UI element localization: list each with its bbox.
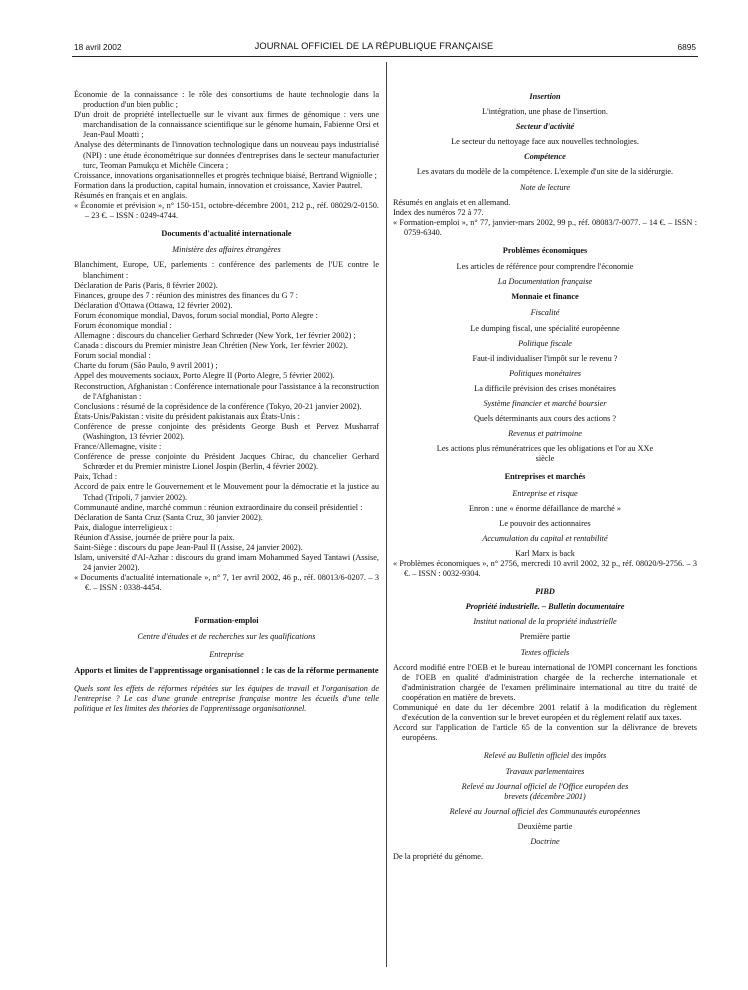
left-column <box>74 90 379 714</box>
article-title: Les avatars du modèle de la compétence. L'exemple d'un site de la sidérurgie. <box>416 167 674 177</box>
list-item: Déclaration de Santa Cruz (Santa Cruz, 30 janvier 2002). <box>74 512 263 522</box>
subsection-heading: Revenus et patrimoine <box>508 429 582 439</box>
list-item: Finances, groupe des 7 : réunion des ministres des finances du G 7 : <box>74 290 299 300</box>
list-item: Accord modifié entre l'OEB et le bureau international de l'OMPI concernant les fonctions de l'OEB en qualité d'administration chargée de la recherche internationale et d'administration chargée de l'examen préliminaire international au titre du traité de coopération en matière de brevets. <box>393 662 697 702</box>
article-title: Le dumping fiscal, une spécialité européenne <box>470 323 620 333</box>
list-item: Paix, Tchad : <box>74 472 118 482</box>
list-item: Déclaration d'Ottawa (Ottawa, 12 février 2002). <box>74 300 233 310</box>
subsection-heading: Entreprise <box>209 649 244 659</box>
list-item: Paix, dialogue interreligieux : <box>74 522 173 532</box>
list-item: Canada : discours du Premier ministre Jean Chrétien (New York, 1er février 2002). <box>74 341 348 351</box>
header-rule <box>72 56 698 57</box>
list-item: Reconstruction, Afghanistan : Conférence internationale pour l'assistance à la reconstruction de l'Afghanistan : <box>74 381 379 401</box>
list-item: Résumés en anglais et en allemand. <box>393 197 511 207</box>
subsection-heading: Doctrine <box>530 836 560 846</box>
list-item: Accord sur l'application de l'article 65 de la convention sur la délivrance de brevets européens. <box>393 723 697 743</box>
subsection-heading: Entreprise et risque <box>512 488 578 498</box>
right-column <box>393 92 697 862</box>
list-item: Analyse des déterminants de l'innovation technologique dans un nouveau pays industrialisé (NPI) : une étude économétrique sur données d'entreprises dans le secteur manufacturier turc, Teoman Pamukçu et Michèle Cincera ; <box>74 140 379 170</box>
page-number: 6895 <box>677 42 696 52</box>
subsection-heading: Note de lecture <box>519 182 571 192</box>
section-heading: Entreprises et marchés <box>504 472 586 482</box>
section-heading: Problèmes économiques <box>502 246 588 256</box>
section-heading: Documents d'actualité internationale <box>161 229 292 239</box>
subsection-heading: Centre d'études et de recherches sur les qualifications <box>137 631 316 641</box>
article-title: La difficile prévision des crises monétaires <box>474 383 616 393</box>
subsection-heading: Fiscalité <box>530 308 560 318</box>
list-item: France/Allemagne, visite : <box>74 442 162 452</box>
list-item: Index des numéros 72 à 77. <box>393 207 484 217</box>
list-item: Communauté andine, marché commun : réunion extraordinaire du conseil présidentiel : <box>74 502 363 512</box>
publication-reference: « Formation-emploi », n° 77, janvier-mars 2002, 99 p., réf. 08083/7-0077. – 14 €. – ISSN : 0759-6340. <box>393 217 697 237</box>
subsection-heading: Compétence <box>524 152 566 162</box>
list-item: Saint-Siège : discours du pape Jean-Paul II (Assise, 24 janvier 2002). <box>74 543 303 553</box>
subsection-heading: La Documentation française <box>497 277 593 287</box>
list-item: Conclusions : résumé de la coprésidence de la conférence (Tokyo, 20-21 janvier 2002). <box>74 401 362 411</box>
subsection-heading: Secteur d'activité <box>515 122 575 132</box>
article-title: Le secteur du nettoyage face aux nouvelles technologies. <box>451 137 639 147</box>
list-item: Accord de paix entre le Gouvernement et le Mouvement pour la démocratie et la justice au Tchad (Tripoli, 7 janvier 2002). <box>74 482 379 502</box>
journal-title: JOURNAL OFFICIEL DE LA RÉPUBLIQUE FRANÇAISE <box>254 41 494 51</box>
column-divider <box>386 62 387 967</box>
subsection-heading: Travaux parlementaires <box>505 766 585 776</box>
subsection-heading: Institut national de la propriété industrielle <box>473 617 617 627</box>
subsection-heading: Ministère des affaires étrangères <box>172 245 281 255</box>
article-abstract: Quels sont les effets de réformes répétées sur les équipes de travail et l'organisation de l'entreprise ? Le cas d'une grande entreprise française montre les écueils d'une telle politique et les limites des théories de l'apprentissage organisationnel. <box>74 683 379 714</box>
list-item: Croissance, innovations organisationnelles et progrès technique biaisé, Bertrand Wigniolle ; <box>74 170 377 180</box>
list-item: Blanchiment, Europe, UE, parlements : conférence des parlements de l'UE contre le blanchiment : <box>74 260 379 280</box>
list-item: Forum économique mondial, Davos, forum social mondial, Porto Alegre : <box>74 310 318 320</box>
section-heading: Formation-emploi <box>194 615 259 625</box>
subsection-heading: Politiques monétaires <box>509 368 581 378</box>
article-title: L'intégration, une phase de l'insertion. <box>482 107 608 117</box>
article-title: Faut-il individualiser l'impôt sur le revenu ? <box>472 353 618 363</box>
list-item: États-Unis/Pakistan : visite du président pakistanais aux États-Unis : <box>74 411 300 421</box>
subsection-heading: PIBD <box>535 587 555 597</box>
list-item: Conférence de presse conjointe du Président Jacques Chirac, du chancelier Gerhard Schrœder et du Premier ministre Lionel Jospin (Berlin, 4 février 2002). <box>74 452 379 472</box>
article-title: Apports et limites de l'apprentissage organisationnel : le cas de la réforme permanente <box>74 665 379 675</box>
subsection-heading: Relevé au Bulletin officiel des impôts <box>483 751 607 761</box>
article-title: Les actions plus rémunératrices que les obligations et l'or au XXe siècle <box>436 444 654 464</box>
list-item: D'un droit de propriété intellectuelle sur le vivant aux firmes de génomique : vers une marchandisation de la connaissance scientifique sur le génome humain, Fabienne Orsi et Jean-Paul Moatti ; <box>74 110 379 140</box>
subsection-heading: Propriété industrielle. – Bulletin documentaire <box>465 602 625 612</box>
page-header <box>0 42 748 56</box>
list-item: Conférence de presse conjointe des présidents George Bush et Pervez Musharraf (Washington, 13 février 2002). <box>74 421 379 441</box>
section-heading: Monnaie et finance <box>511 292 579 302</box>
subsection-heading: Relevé au Journal officiel des Communautés européennes <box>449 806 641 816</box>
list-item: Communiqué en date du 1er décembre 2001 relatif à la modification du règlement d'exécution de la convention sur le brevet européen et du règlement relatif aux taxes. <box>393 703 697 723</box>
list-item: Allemagne : discours du chancelier Gerhard Schrœder (New York, 1er février 2002) ; <box>74 331 356 341</box>
list-item: Formation dans la production, capital humain, innovation et croissance, Xavier Pautrel. <box>74 180 363 190</box>
subsection-heading: Accumulation du capital et rentabilité <box>482 533 608 543</box>
article-title: Karl Marx is back <box>515 548 575 558</box>
part-heading: Première partie <box>519 632 571 642</box>
list-item: Forum économique mondial : <box>74 320 172 330</box>
list-item: De la propriété du génome. <box>393 852 484 862</box>
subsection-heading: Politique fiscale <box>518 338 572 348</box>
subsection-heading: Textes officiels <box>520 647 570 657</box>
subsection-heading: Relevé au Journal officiel de l'Office européen des brevets (décembre 2001) <box>461 781 629 801</box>
list-item: Réunion d'Assise, journée de prière pour la paix. <box>74 532 235 542</box>
article-title: Enron : une « énorme défaillance de marché » <box>468 503 622 513</box>
list-item: Résumés en français et en anglais. <box>74 190 188 200</box>
article-title: Quels déterminants aux cours des actions ? <box>473 414 617 424</box>
list-item: Islam, université d'Al-Azhar : discours du grand imam Mohammed Sayed Tantawi (Assise, 24 janvier 2002). <box>74 553 379 573</box>
publication-reference: « Documents d'actualité internationale », n° 7, 1er avril 2002, 46 p., réf. 08013/6-0207. – 3 €. – ISSN : 0338-4454. <box>74 573 379 593</box>
issue-date: 18 avril 2002 <box>74 42 122 52</box>
part-heading: Deuxième partie <box>517 821 573 831</box>
list-item: Forum social mondial : <box>74 351 151 361</box>
list-item: Déclaration de Paris (Paris, 8 février 2002). <box>74 280 218 290</box>
publication-reference: « Économie et prévision », n° 150-151, octobre-décembre 2001, 212 p., réf. 08029/2-0150. – 23 €. – ISSN : 0249-4744. <box>74 201 379 221</box>
subsection-heading: Système financier et marché boursier <box>483 398 607 408</box>
list-item: Appel des mouvements sociaux, Porto Alegre II (Porto Alegre, 5 février 2002). <box>74 371 335 381</box>
article-title: Le pouvoir des actionnaires <box>499 518 591 528</box>
subsection-heading: Insertion <box>529 92 561 101</box>
publication-reference: « Problèmes économiques », n° 2756, mercredi 10 avril 2002, 32 p., réf. 08020/9-2756. – 3 €. – ISSN : 0032-9304. <box>393 559 697 579</box>
article-title: Les articles de référence pour comprendre l'économie <box>456 262 634 272</box>
list-item: Économie de la connaissance : le rôle des consortiums de haute technologie dans la production d'un bien public ; <box>74 90 379 110</box>
list-item: Charte du forum (São Paulo, 9 avril 2001) ; <box>74 361 218 371</box>
